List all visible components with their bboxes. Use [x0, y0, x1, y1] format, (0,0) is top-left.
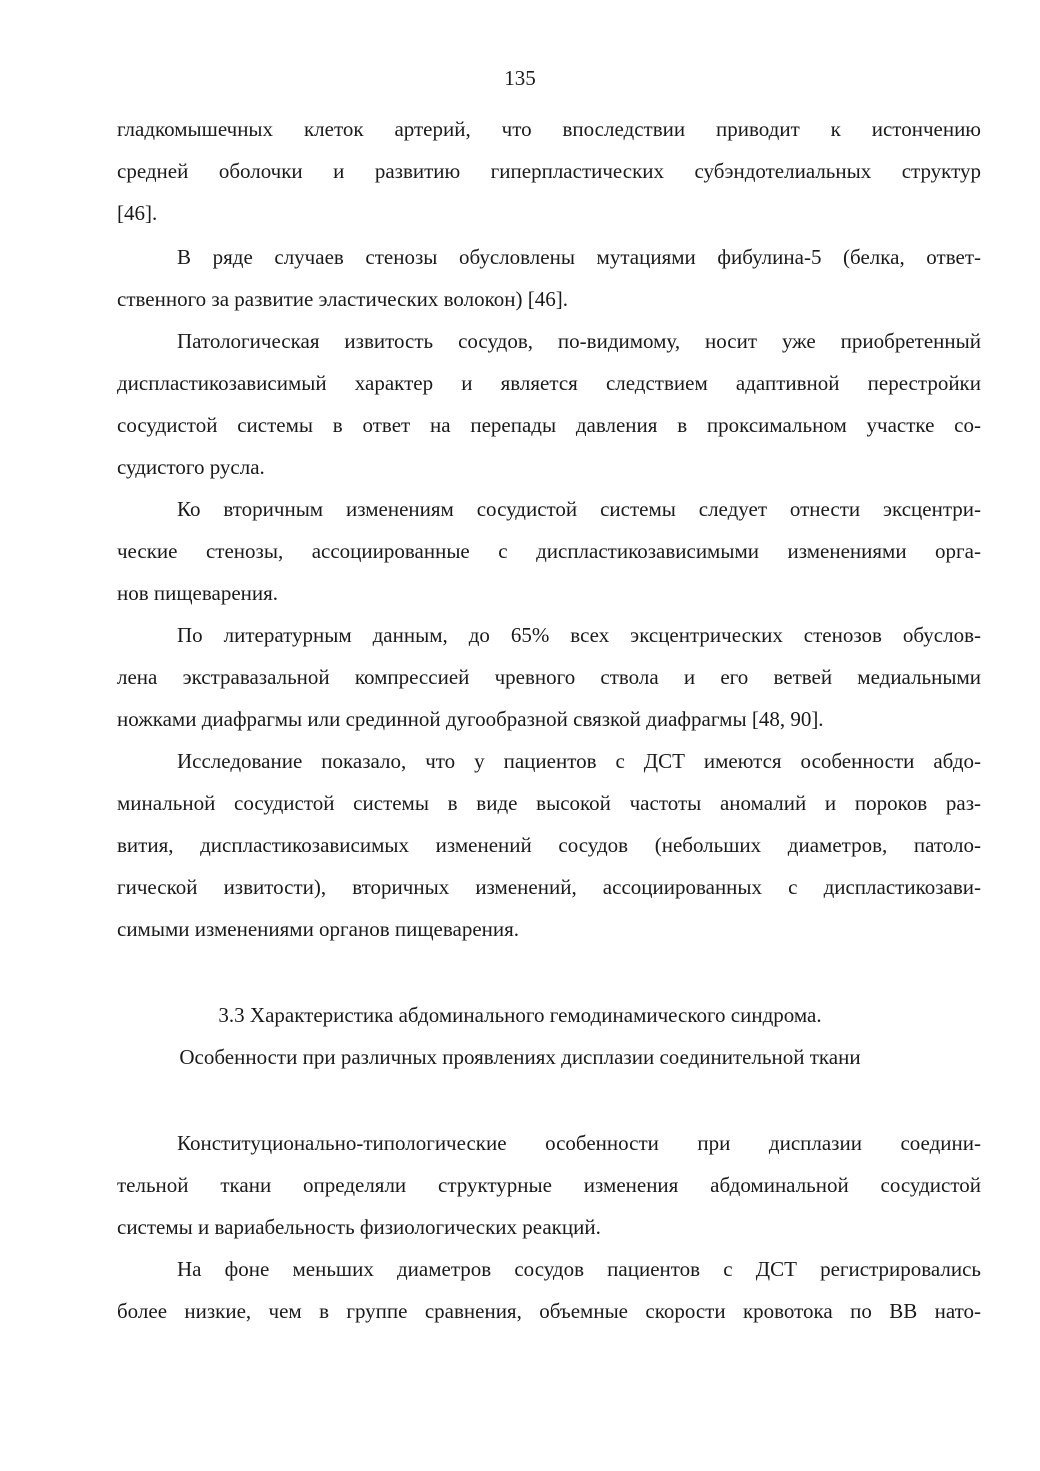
paragraph-line: Исследование показало, что у пациентов с ДСТ имеются особенности абдо- — [177, 749, 981, 773]
paragraph-line: гладкомышечных клеток артерий, что впоследствии приводит к истончению — [117, 117, 981, 141]
paragraph-line: более низкие, чем в группе сравнения, объемные скорости кровотока по ВВ нато- — [117, 1299, 981, 1323]
paragraph-line: диспластикозависимый характер и является следствием адаптивной перестройки — [117, 371, 981, 395]
paragraph-line: Конституционально-типологические особенности при дисплазии соедини- — [177, 1131, 981, 1155]
paragraph-line: тельной ткани определяли структурные изменения абдоминальной сосудистой — [117, 1173, 981, 1197]
paragraph-line: сосудистой системы в ответ на перепады давления в проксимальном участке со- — [117, 413, 981, 437]
paragraph-4 — [117, 488, 981, 614]
paragraph-line: лена экстравазальной компрессией чревного ствола и его ветвей медиальными — [117, 665, 981, 689]
paragraph-7 — [117, 1122, 981, 1248]
paragraph-line: симыми изменениями органов пищеварения. — [117, 917, 520, 941]
paragraph-line: На фоне меньших диаметров сосудов пациентов с ДСТ регистрировались — [177, 1257, 981, 1281]
paragraph-line: гической извитости), вторичных изменений, ассоциированных с диспластикозави- — [117, 875, 981, 899]
paragraph-line: ческие стенозы, ассоциированные с диспластикозависимыми изменениями орга- — [117, 539, 981, 563]
section-heading-line-1: 3.3 Характеристика абдоминального гемодинамического синдрома. — [218, 1003, 822, 1027]
paragraph-line: средней оболочки и развитию гиперпластических субэндотелиальных структур — [117, 159, 981, 183]
paragraph-8 — [117, 1248, 981, 1332]
paragraph-line: судистого русла. — [117, 455, 265, 479]
paragraph-1 — [117, 108, 981, 234]
section-heading-line-2: Особенности при различных проявлениях дисплазии соединительной ткани — [179, 1045, 861, 1069]
paragraph-line: нов пищеварения. — [117, 581, 279, 605]
paragraph-line: системы и вариабельность физиологических реакций. — [117, 1215, 601, 1239]
paragraph-line: минальной сосудистой системы в виде высокой частоты аномалий и пороков раз- — [117, 791, 981, 815]
paragraph-2 — [117, 236, 981, 320]
page-number: 135 — [504, 66, 536, 90]
paragraph-line: Ко вторичным изменениям сосудистой системы следует отнести эксцентри- — [177, 497, 981, 521]
paragraph-3 — [117, 320, 981, 488]
paragraph-line: ножками диафрагмы или срединной дугообразной связкой диафрагмы [48, 90]. — [117, 707, 824, 731]
paragraph-line: [46]. — [117, 201, 158, 225]
paragraph-6 — [117, 740, 981, 950]
paragraph-line: Патологическая извитость сосудов, по-видимому, носит уже приобретенный — [177, 329, 981, 353]
paragraph-5 — [117, 614, 981, 740]
paragraph-line: ственного за развитие эластических волокон) [46]. — [117, 287, 568, 311]
paragraph-line: По литературным данным, до 65% всех эксцентрических стенозов обуслов- — [177, 623, 981, 647]
paragraph-line: вития, диспластикозависимых изменений сосудов (небольших диаметров, патоло- — [117, 833, 981, 857]
paragraph-line: В ряде случаев стенозы обусловлены мутациями фибулина-5 (белка, ответ- — [177, 245, 981, 269]
